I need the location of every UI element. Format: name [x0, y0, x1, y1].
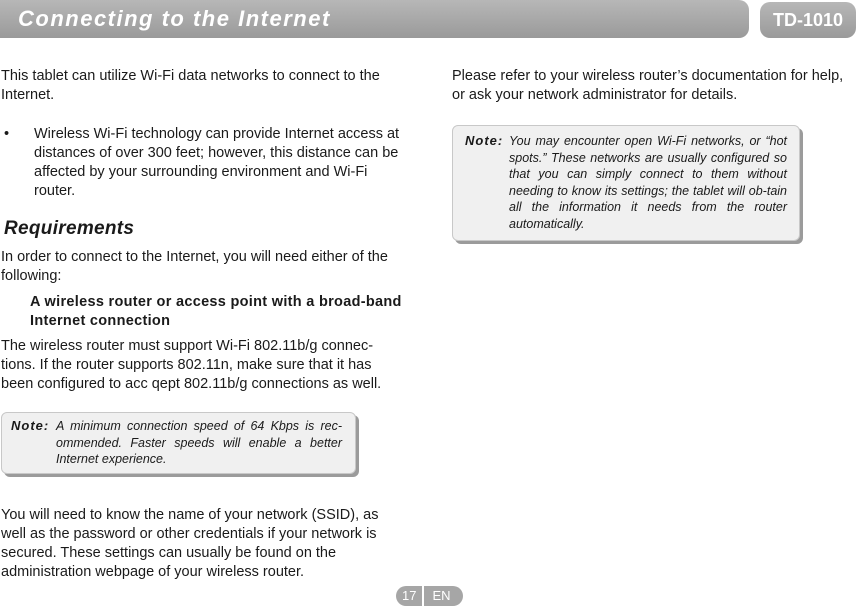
language-badge: EN: [424, 586, 462, 606]
speed-note: [1, 412, 356, 474]
page-title: Connecting to the Internet: [18, 6, 331, 31]
page-number-value: 17: [396, 586, 422, 606]
bullet-item: [1, 125, 407, 201]
model-badge: TD-1010: [760, 2, 856, 38]
ssid-paragraph: You will need to know the name of your network (SSID), as well as the password or other credentials if your network is secured. These settings can usually be found on the administration webpage of your wireless router.: [1, 506, 379, 580]
note-text: You may encounter open Wi-Fi networks, or “hot spots.” These networks are usually configured so that you can simply connect to them without needing to know its settings; the tablet will ob-tain all the information it needs from the router automatically.: [509, 134, 787, 231]
hotspot-note: [452, 125, 800, 241]
left-column: [1, 67, 407, 582]
note-label: Note:: [11, 418, 50, 433]
router-subheading: A wireless router or access point with a broad-band Internet connection: [30, 294, 402, 329]
intro-paragraph: This tablet can utilize Wi-Fi data networks to connect to the Internet.: [1, 68, 380, 103]
router-docs-paragraph: Please refer to your wireless router’s documentation for help, or ask your network administrator for details.: [452, 68, 844, 103]
note-label: Note:: [465, 133, 504, 148]
requirements-intro: In order to connect to the Internet, you will need either of the following:: [1, 249, 388, 284]
bullet-text: Wireless Wi-Fi technology can provide Internet access at distances of over 300 feet; however, this distance can be affected by your surrounding environment and Wi-Fi router.: [34, 126, 400, 199]
header-bar: [0, 0, 749, 38]
router-paragraph: The wireless router must support Wi-Fi 802.11b/g connec-tions. If the router supports 802.11n, make sure that it has been configured to acc qept 802.11b/g connections as well.: [1, 338, 382, 392]
page-number: [396, 586, 463, 606]
bullet-dot-icon: •: [4, 126, 10, 142]
note-text: A minimum connection speed of 64 Kbps is rec-ommended. Faster speeds will enable a better Internet experience.: [56, 419, 342, 466]
requirements-heading: Requirements: [4, 218, 135, 239]
right-column: [452, 67, 852, 241]
